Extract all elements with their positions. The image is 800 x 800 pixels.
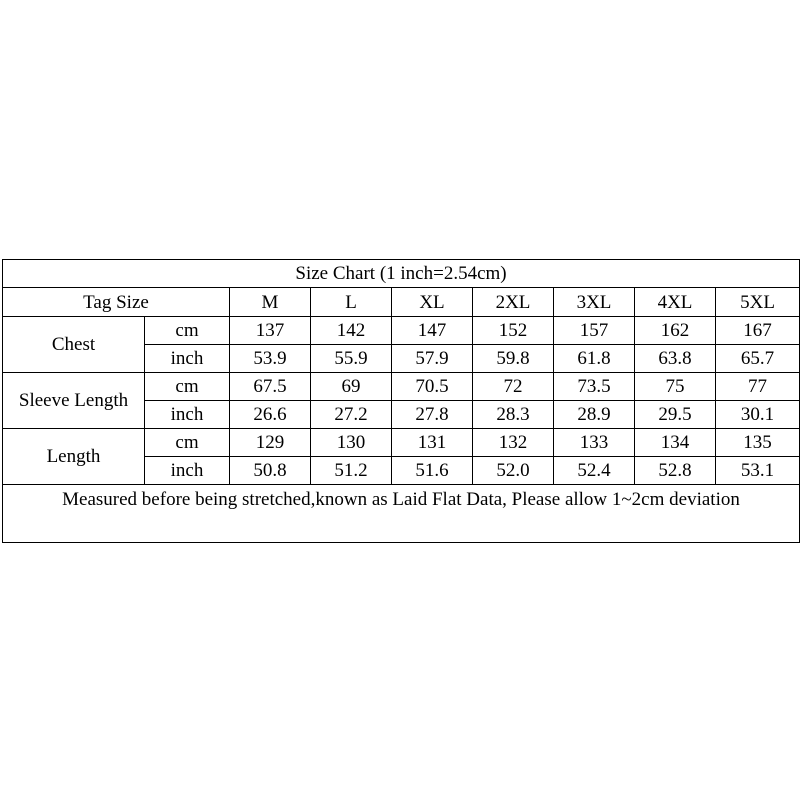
table-cell: 130 [311, 429, 392, 457]
table-cell: 167 [716, 317, 800, 345]
chart-title: Size Chart (1 inch=2.54cm) [3, 260, 800, 288]
size-header: 4XL [635, 288, 716, 317]
size-header: 2XL [473, 288, 554, 317]
table-cell: 52.8 [635, 457, 716, 485]
measurement-name: Length [3, 429, 145, 485]
table-cell: 70.5 [392, 373, 473, 401]
table-cell: 157 [554, 317, 635, 345]
table-cell: 72 [473, 373, 554, 401]
table-cell: 131 [392, 429, 473, 457]
size-chart-body [3, 260, 800, 543]
table-cell: 129 [230, 429, 311, 457]
table-cell: 59.8 [473, 345, 554, 373]
measurement-name: Chest [3, 317, 145, 373]
unit-label: inch [145, 457, 230, 485]
table-cell: 29.5 [635, 401, 716, 429]
deviation-note: Measured before being stretched,known as Laid Flat Data, Please allow 1~2cm deviation [3, 485, 800, 543]
size-header: 5XL [716, 288, 800, 317]
note-row [3, 485, 800, 543]
table-cell: 51.6 [392, 457, 473, 485]
table-cell: 57.9 [392, 345, 473, 373]
table-cell: 51.2 [311, 457, 392, 485]
table-cell: 52.4 [554, 457, 635, 485]
table-cell: 28.3 [473, 401, 554, 429]
table-cell: 152 [473, 317, 554, 345]
table-cell: 53.1 [716, 457, 800, 485]
header-row [3, 288, 800, 317]
size-header: 3XL [554, 288, 635, 317]
table-cell: 135 [716, 429, 800, 457]
table-cell: 28.9 [554, 401, 635, 429]
table-cell: 75 [635, 373, 716, 401]
table-cell: 67.5 [230, 373, 311, 401]
table-cell: 27.8 [392, 401, 473, 429]
size-header: L [311, 288, 392, 317]
table-row [3, 373, 800, 401]
table-cell: 147 [392, 317, 473, 345]
table-cell: 137 [230, 317, 311, 345]
table-row [3, 317, 800, 345]
table-cell: 61.8 [554, 345, 635, 373]
measurement-name: Sleeve Length [3, 373, 145, 429]
table-cell: 162 [635, 317, 716, 345]
table-cell: 133 [554, 429, 635, 457]
table-cell: 63.8 [635, 345, 716, 373]
table-cell: 30.1 [716, 401, 800, 429]
size-header: XL [392, 288, 473, 317]
table-cell: 53.9 [230, 345, 311, 373]
unit-label: inch [145, 401, 230, 429]
table-row [3, 429, 800, 457]
table-cell: 142 [311, 317, 392, 345]
table-cell: 132 [473, 429, 554, 457]
unit-label: cm [145, 373, 230, 401]
table-cell: 69 [311, 373, 392, 401]
table-cell: 52.0 [473, 457, 554, 485]
unit-label: cm [145, 429, 230, 457]
unit-label: inch [145, 345, 230, 373]
table-cell: 55.9 [311, 345, 392, 373]
title-row [3, 260, 800, 288]
size-chart-table [2, 259, 800, 543]
table-cell: 27.2 [311, 401, 392, 429]
table-cell: 77 [716, 373, 800, 401]
table-cell: 134 [635, 429, 716, 457]
table-cell: 50.8 [230, 457, 311, 485]
table-cell: 26.6 [230, 401, 311, 429]
table-cell: 73.5 [554, 373, 635, 401]
tag-size-label: Tag Size [3, 288, 230, 317]
table-cell: 65.7 [716, 345, 800, 373]
unit-label: cm [145, 317, 230, 345]
size-header: M [230, 288, 311, 317]
